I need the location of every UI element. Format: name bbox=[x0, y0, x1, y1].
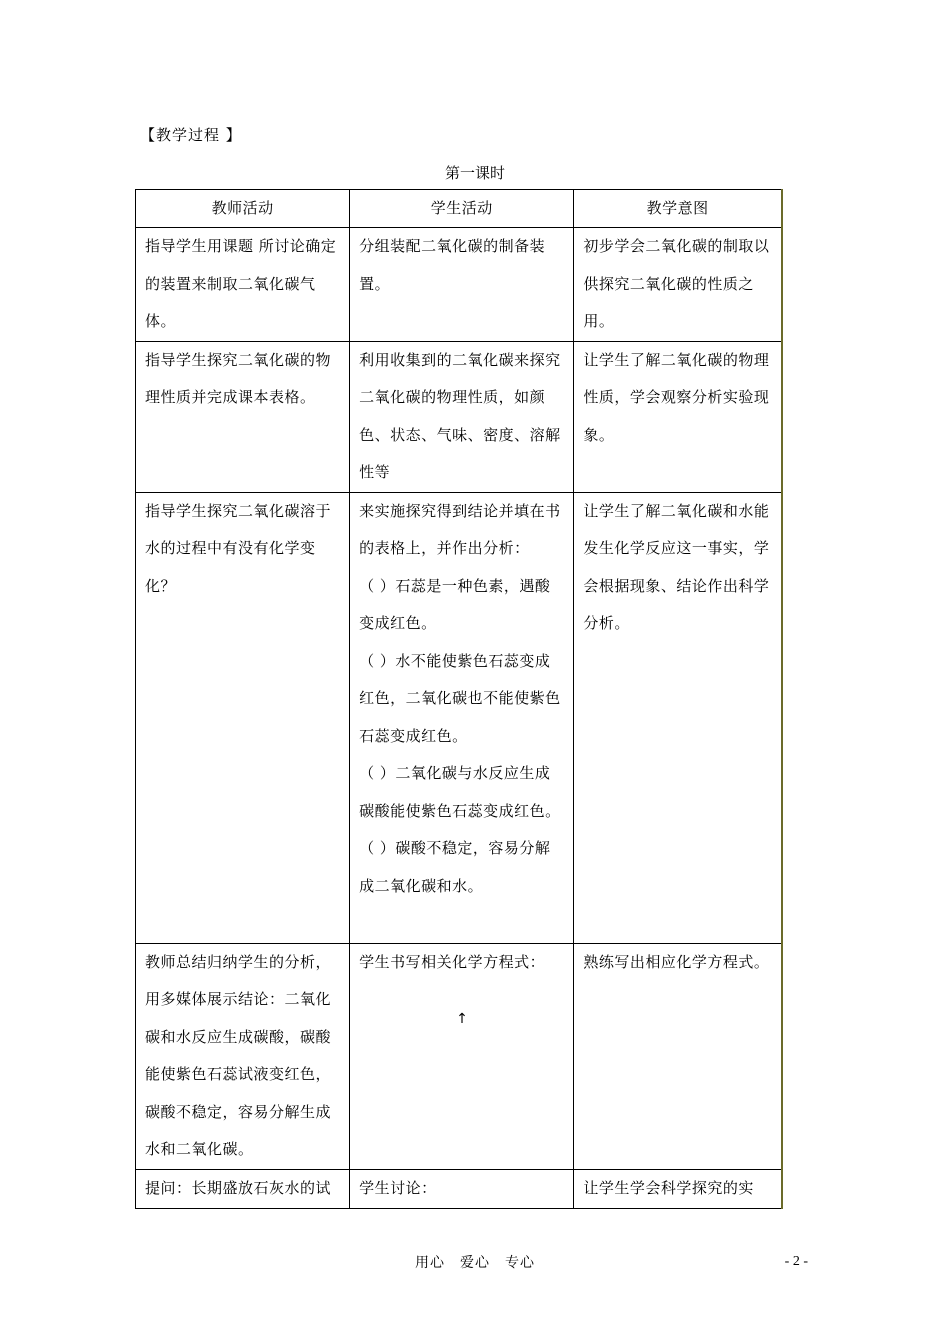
student-activity-cell bbox=[350, 492, 574, 943]
lesson-subtitle: 第一课时 bbox=[444, 164, 505, 182]
teacher-activity-cell: 指导学生用课题 所讨论确定的装置来制取二氧化碳气体。 bbox=[136, 228, 350, 342]
header-teaching-intent: 教学意图 bbox=[574, 190, 782, 228]
section-heading: 【教学过程 】 bbox=[140, 126, 242, 144]
student-intro-text: 来实施探究得到结论并填在书的表格上，并作出分析： bbox=[359, 501, 561, 557]
table-row bbox=[136, 492, 783, 943]
teaching-intent-cell: 让学生了解二氧化碳的物理性质，学会观察分析实验现象。 bbox=[574, 341, 782, 492]
student-activity-text: 学生书写相关化学方程式： bbox=[359, 952, 546, 971]
table-row bbox=[136, 341, 783, 492]
teaching-intent-cell: 初步学会二氧化碳的制取以供探究二氧化碳的性质之用。 bbox=[574, 228, 782, 342]
up-arrow-icon: ↑ bbox=[456, 1011, 469, 1027]
student-activity-cell: 分组装配二氧化碳的制备装置。 bbox=[350, 228, 574, 342]
header-teacher-activity: 教师活动 bbox=[136, 190, 350, 228]
page-number: - 2 - bbox=[784, 1254, 808, 1269]
student-activity-cell: 利用收集到的二氧化碳来探究二氧化碳的物理性质，如颜色、状态、气味、密度、溶解性等 bbox=[350, 341, 574, 492]
teaching-intent-cell: 让学生了解二氧化碳和水能发生化学反应这一事实，学会根据现象、结论作出科学分析。 bbox=[574, 492, 782, 943]
header-student-activity: 学生活动 bbox=[350, 190, 574, 228]
analysis-item: （ ）二氧化碳与水反应生成碳酸能使紫色石蕊变成红色。 bbox=[359, 764, 561, 820]
teacher-activity-cell: 提问：长期盛放石灰水的试 bbox=[136, 1169, 350, 1208]
footer-slogan: 用心 爱心 专心 bbox=[415, 1255, 535, 1271]
teaching-intent-cell: 熟练写出相应化学方程式。 bbox=[574, 943, 782, 1169]
teaching-intent-cell: 让学生学会科学探究的实 bbox=[574, 1169, 782, 1208]
teacher-activity-cell: 指导学生探究二氧化碳溶于水的过程中有没有化学变化？ bbox=[136, 492, 350, 943]
analysis-item: （ ）水不能使紫色石蕊变成红色，二氧化碳也不能使紫色石蕊变成红色。 bbox=[359, 651, 561, 745]
analysis-item: （ ）碳酸不稳定，容易分解成二氧化碳和水。 bbox=[359, 839, 551, 895]
student-activity-cell bbox=[350, 943, 574, 1169]
lesson-table bbox=[135, 189, 783, 1209]
teacher-activity-cell: 指导学生探究二氧化碳的物理性质并完成课本表格。 bbox=[136, 341, 350, 492]
table-row bbox=[136, 228, 783, 342]
student-activity-cell: 学生讨论： bbox=[350, 1169, 574, 1208]
table-row bbox=[136, 1169, 783, 1208]
teacher-activity-cell: 教师总结归纳学生的分析，用多媒体展示结论：二氧化碳和水反应生成碳酸，碳酸能使紫色石蕊试液变红色，碳酸不稳定，容易分解生成水和二氧化碳。 bbox=[136, 943, 350, 1169]
analysis-item: （ ）石蕊是一种色素，遇酸变成红色。 bbox=[359, 576, 551, 632]
table-header-row bbox=[136, 190, 783, 228]
table-row bbox=[136, 943, 783, 1169]
